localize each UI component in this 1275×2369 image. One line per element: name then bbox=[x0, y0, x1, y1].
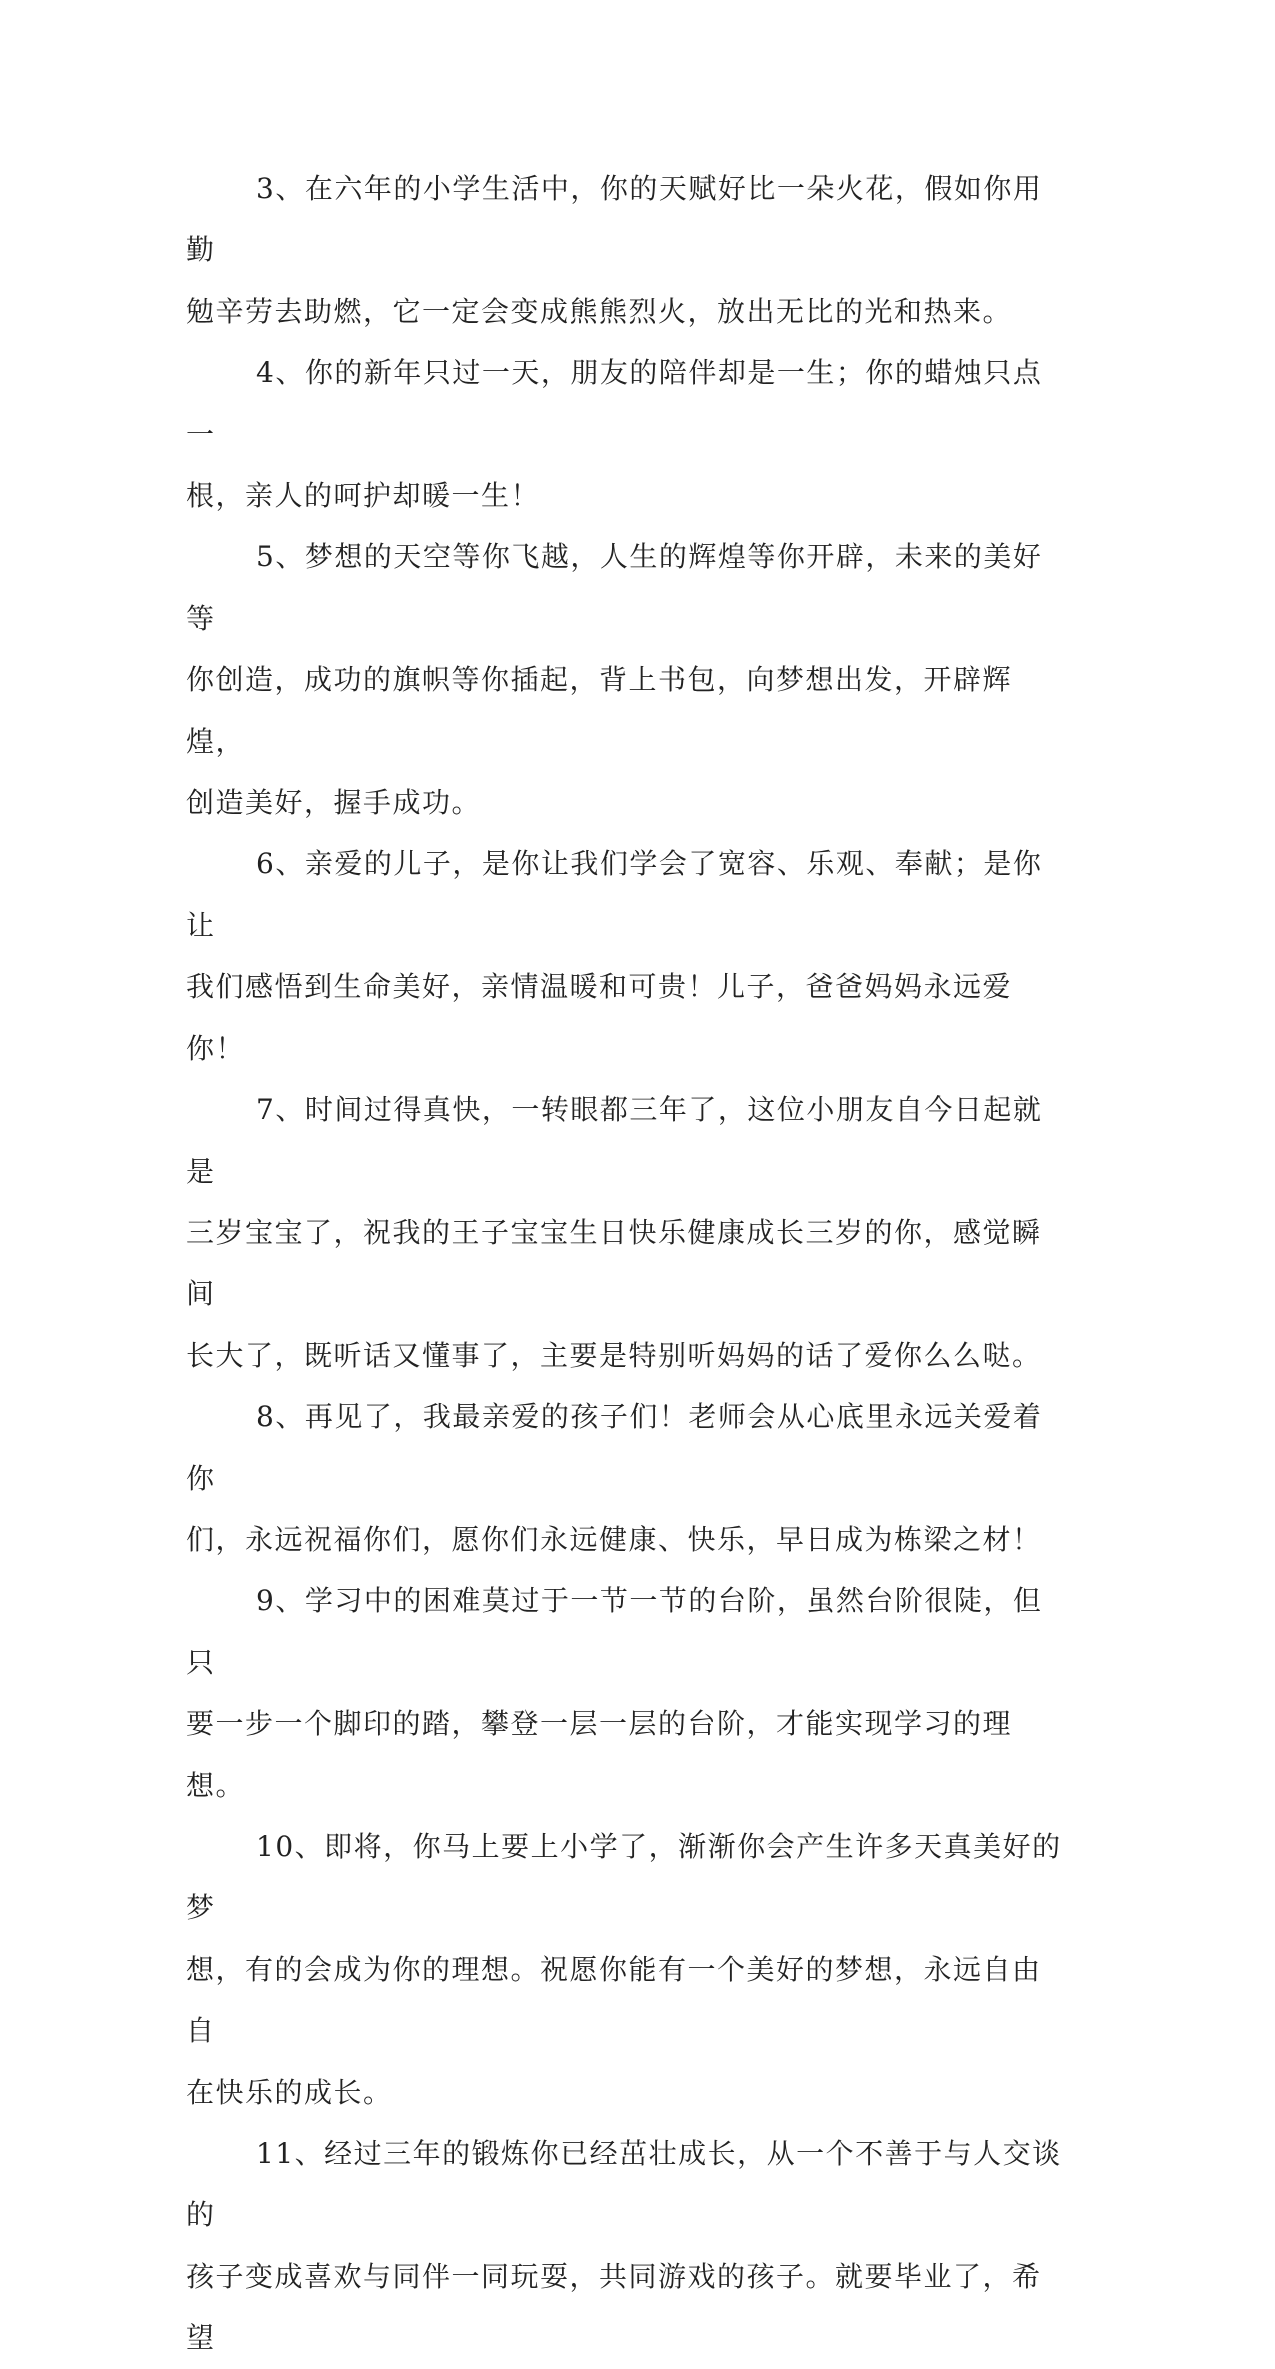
document-page bbox=[186, 158, 1066, 2369]
paragraph-4: 4、你的新年只过一天，朋友的陪伴却是一生；你的蜡烛只点一 根，亲人的呵护却暖一生！ bbox=[186, 356, 1043, 513]
paragraph-3: 3、在六年的小学生活中，你的天赋好比一朵火花，假如你用勤 勉辛劳去助燃，它一定会变成熊熊烈火，放出无比的光和热来。 bbox=[186, 172, 1043, 328]
paragraph-8: 8、再见了，我最亲爱的孩子们！老师会从心底里永远关爱着你 们，永远祝福你们，愿你们永远健康、快乐，早日成为栋梁之材！ bbox=[186, 1400, 1043, 1556]
paragraph-11: 11、经过三年的锻炼你已经茁壮成长，从一个不善于与人交谈的 孩子变成喜欢与同伴一同玩耍，共同游戏的孩子。就要毕业了，希望 bbox=[186, 2137, 1062, 2355]
paragraph-6: 6、亲爱的儿子，是你让我们学会了宽容、乐观、奉献；是你让 我们感悟到生命美好，亲情温暖和可贵！儿子，爸爸妈妈永远爱你！ bbox=[186, 847, 1043, 1065]
paragraph-10: 10、即将，你马上要上小学了，渐渐你会产生许多天真美好的梦 想，有的会成为你的理想。祝愿你能有一个美好的梦想，永远自由自 在快乐的成长。 bbox=[186, 1829, 1062, 2109]
paragraph-9: 9、学习中的困难莫过于一节一节的台阶，虽然台阶很陡，但只 要一步一个脚印的踏，攀登一层一层的台阶，才能实现学习的理想。 bbox=[186, 1584, 1043, 1802]
paragraph-5: 5、梦想的天空等你飞越，人生的辉煌等你开辟，未来的美好等 你创造，成功的旗帜等你插起，背上书包，向梦想出发，开辟辉煌， 创造美好，握手成功。 bbox=[186, 540, 1043, 820]
paragraph-7: 7、时间过得真快，一转眼都三年了，这位小朋友自今日起就是 三岁宝宝了，祝我的王子宝宝生日快乐健康成长三岁的你，感觉瞬间 长大了，既听话又懂事了，主要是特别听妈妈的话了爱你么么哒。 bbox=[186, 1093, 1043, 1372]
